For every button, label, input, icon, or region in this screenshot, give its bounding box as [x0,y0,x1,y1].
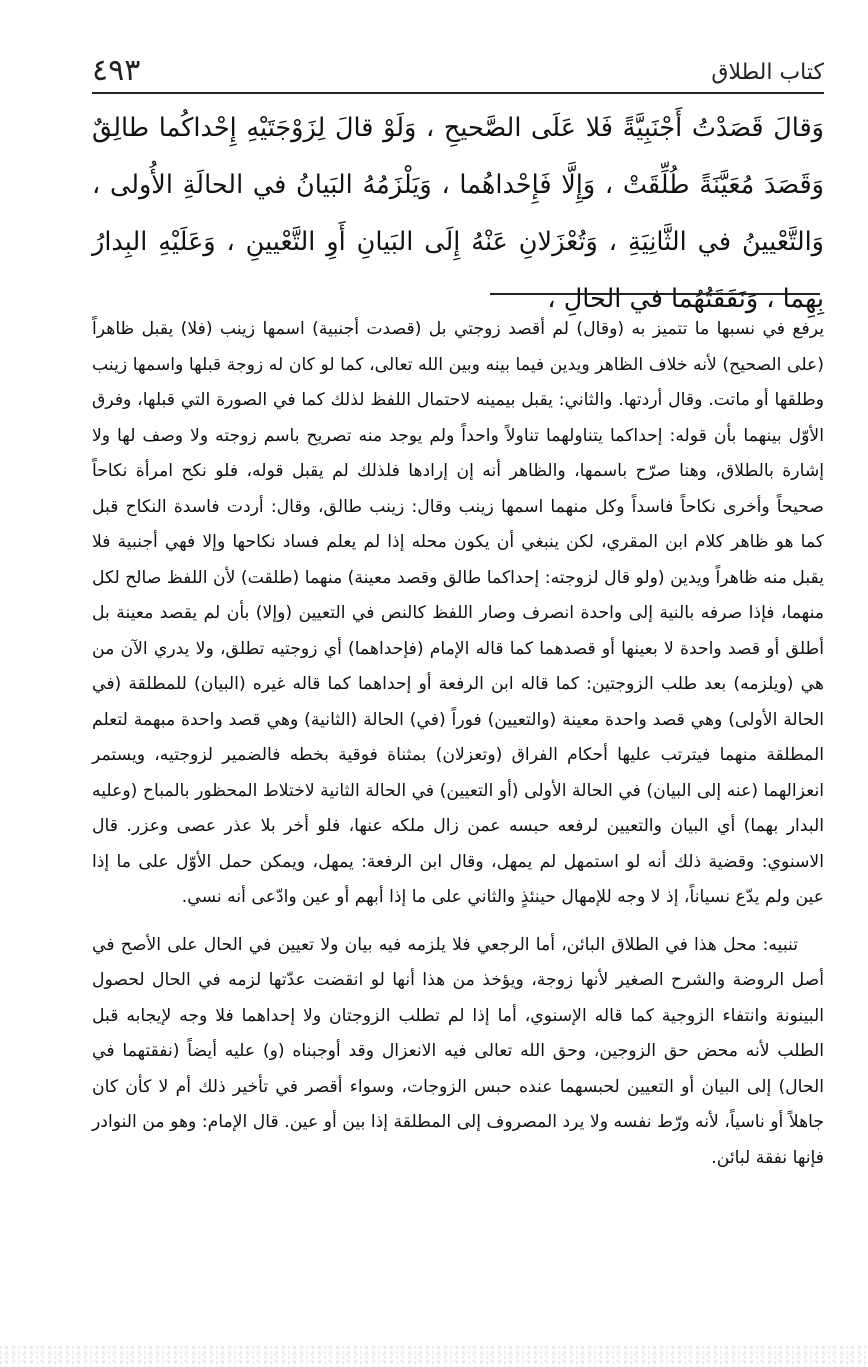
commentary-paragraph-2: تنبيه: محل هذا في الطلاق البائن، أما الرجعي فلا يلزمه فيه بيان ولا تعيين في الحال على الأصح في أصل الروضة والشرح الصغير لأنها زوجة، ويؤخذ من هذا أنها لو انقضت عدّتها لزمه في الحال لحصول البينونة وانتفاء الزوجية كما قاله الإسنوي، أما إذا لم تطلب الزوجتان ولا إحداهما فلا وجه لإيجابه قبل الطلب لأنه محض حق الزوجين، وحق الله تعالى فيه الانعزال وقد أوجبناه (و) عليه أيضاً (نفقتهما في الحال) إلى البيان أو التعيين لحبسهما عنده حبس الزوجات، وسواء أقصر في تأخير ذلك أم لا كأن كان جاهلاً أو ناسياً، لأنه ورّط نفسه ولا يرد المصروف إلى المطلقة إذا بين أو عين. قال الإمام: وهو من النوادر فإنها نفقة لبائن. [92,934,824,1168]
matn-text: وَقالَ قَصَدْتُ أَجْنَبِيَّةً فَلا عَلَى الصَّحيحِ ، وَلَوْ قالَ لِزَوْجَتَيْهِ إِحْداكُما طالِقٌ وَقَصَدَ مُعَيَّنَةً طُلِّقَتْ ، وَإِلَّا فَإِحْداهُما ، وَيَلْزَمُهُ البَيانُ في الحالَةِ الأُولى ، وَالتَّعْيينُ في الثَّانِيَةِ ، وَتُعْزَلانِ عَنْهُ إِلَى البَيانِ أَوِ التَّعْيينِ ، وَعَلَيْهِ البِدارُ بِهِما ، وَنَفَقَتُهُما في الحالِ ، [92,113,824,314]
chapter-title: كتاب الطلاق [711,60,824,85]
scan-edge-texture [0,1345,868,1367]
footnote-divider [490,293,820,295]
commentary [92,312,824,1176]
page-number: ٤٩٣ [92,53,141,88]
page-header [92,40,824,88]
commentary-paragraph-1: يرفع في نسبها ما تتميز به (وقال) لم أقصد زوجتي بل (قصدت أجنبية) اسمها زينب (فلا) يقبل ظاهراً (على الصحيح) لأنه خلاف الظاهر ويدين فيما بينه وبين الله تعالى، كما لو كان له زوجة قبلها واسمها زينب وطلقها أو ماتت. وقال أردتها. والثاني: يقبل بيمينه لاحتمال اللفظ لذلك كما في الصورة التي قبلها، وفرق الأوّل بينهما بأن قوله: إحداكما يتناولهما تناولاً واحداً ولم يوجد منه تصريح باسم زوجته ولا وصف لها ولا إشارة بالطلاق، وهنا صرّح باسمها، والظاهر أنه إن إرادها فلذلك لم يقبل قوله، فلو نكح امرأة نكاحاً صحيحاً وأخرى نكاحاً فاسداً وكل منهما اسمها زينب وقال: زينب طالق، وقال: أردت فاسدة النكاح قبل كما هو ظاهر كلام ابن المقري، لكن ينبغي أن يكون محله إذا لم يعلم فساد نكاحها وإلا فهي أجنبية فلا يقبل منه ظاهراً ويدين (ولو قال لزوجته: إحداكما طالق وقصد معينة) منهما (طلقت) لأن اللفظ صالح لكل منهما، فإذا صرفه بالنية إلى واحدة انصرف وصار اللفظ كالنص في التعيين (وإلا) بأن لم يقصد معينة بل أطلق أو قصد واحدة لا بعينها أو قصدهما كما قاله الإمام (فإحداهما) أي زوجتيه تطلق، ولا يدري الآن من هي (ويلزمه) بعد طلب الزوجتين: كما قاله ابن الرفعة أو إحداهما كما قاله غيره (البيان) للمطلقة (في الحالة الأولى) وهي قصد واحدة معينة (والتعيين) فوراً (في) الحالة (الثانية) وهي قصد واحدة مبهمة لتعلم المطلقة منهما فيترتب عليها أحكام الفراق (وتعزلان) بمثناة فوقية بخطه فالضمير لزوجتيه، ويستمر انعزالهما (عنه إلى البيان) في الحالة الأولى (أو التعيين) في الحالة الثانية لاختلاط المحظور بالمباح (وعليه البدار بهما) أي البيان والتعيين لرفعه حبسه عمن زال ملكه عنها، فلو أخر بلا عذر عصى وعزر. قال الاسنوي: وقضية ذلك أنه لو استمهل لم يمهل، وقال ابن الرفعة: يمهل، ويمكن حمل الأوّل على ما إذا عين ولم يدّع نسياناً، إذ لا وجه للإمهال حينئذٍ والثاني على ما إذا أبهم أو عين وادّعى أنه نسي. [92,319,824,907]
header-divider [92,92,824,94]
